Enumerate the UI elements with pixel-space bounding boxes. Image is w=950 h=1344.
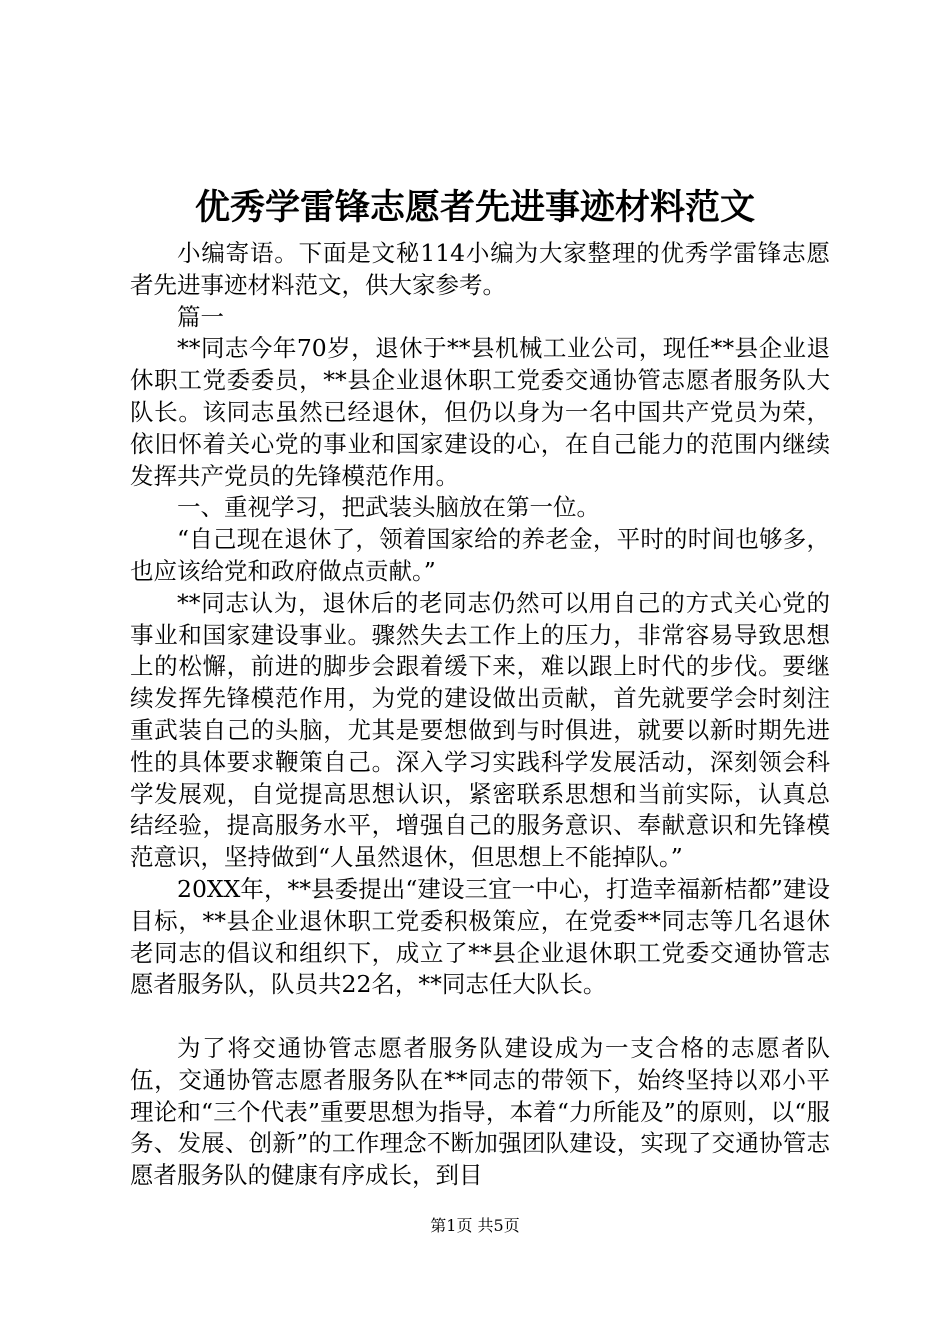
paragraph-profile: **同志今年70岁，退休于**县机械工业公司，现任**县企业退休职工党委委员，**县企业退休职工党委交通协管志愿者服务队大队长。该同志虽然已经退休，但仍以身为一名中国共产党员为荣，依旧怀着关心党的事业和国家建设的心，在自己能力的范围内继续发挥共产党员的先锋模范作用。 bbox=[130, 334, 830, 490]
paragraph-intro: 小编寄语。下面是文秘114小编为大家整理的优秀学雷锋志愿者先进事迹材料范文，供大家参考。 bbox=[130, 239, 830, 299]
paragraph-study: **同志认为，退休后的老同志仍然可以用自己的方式关心党的事业和国家建设事业。骤然失去工作上的压力，非常容易导致思想上的松懈，前进的脚步会跟着缓下来，难以跟上时代的步伐。要继续发挥先锋模范作用，为党的建设做出贡献，首先就要学会时刻注重武装自己的头脑，尤其是要想做到与时俱进，就要以新时期先进性的具体要求鞭策自己。深入学习实践科学发展活动，深刻领会科学发展观，自觉提高思想认识，紧密联系思想和当前实际，认真总结经验，提高服务水平，增强自己的服务意识、奉献意识和先锋模范意识，坚持做到“人虽然退休，但思想上不能掉队。” bbox=[130, 588, 830, 872]
paragraph-subheading: 一、重视学习，把武装头脑放在第一位。 bbox=[177, 493, 600, 522]
page-footer: 第1页 共5页 bbox=[430, 1216, 520, 1235]
document-body bbox=[130, 238, 830, 1192]
paragraph-quote: “自己现在退休了，领着国家给的养老金，平时的时间也够多，也应该给党和政府做点贡献。” bbox=[130, 525, 830, 585]
paragraph-section-heading: 篇一 bbox=[177, 302, 224, 331]
paragraph-team-founding: 20XX年，**县委提出“建设三宜一中心，打造幸福新桔都”建设目标，**县企业退休职工党委积极策应，在党委**同志等几名退休老同志的倡议和组织下，成立了**县企业退休职工党委交通协管志愿者服务队，队员共22名，**同志任大队长。 bbox=[130, 874, 830, 999]
paragraph-team-building: 为了将交通协管志愿者服务队建设成为一支合格的志愿者队伍，交通协管志愿者服务队在**同志的带领下，始终坚持以邓小平理论和“三个代表”重要思想为指导，本着“力所能及”的原则，以“服务、发展、创新”的工作理念不断加强团队建设，实现了交通协管志愿者服务队的健康有序成长，到目 bbox=[130, 1033, 830, 1190]
document-title: 优秀学雷锋志愿者先进事迹材料范文 bbox=[194, 188, 755, 228]
